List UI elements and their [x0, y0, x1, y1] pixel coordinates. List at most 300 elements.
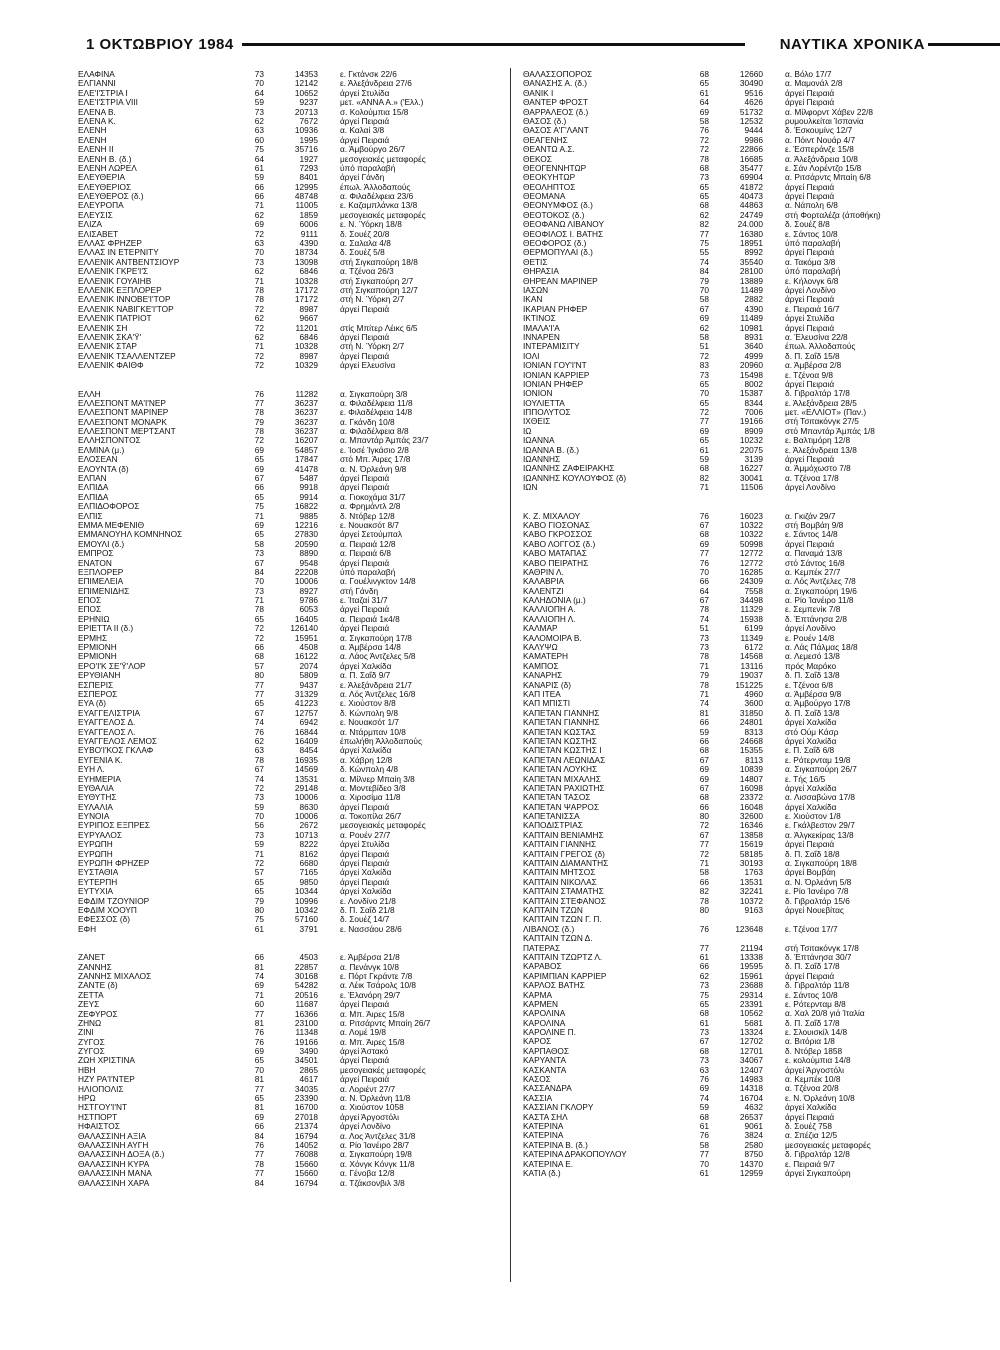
tonnage: 14353	[294, 69, 318, 79]
ship-row	[78, 89, 498, 98]
build-year: 78	[254, 1158, 264, 1169]
ship-status: άργεί Πειραιά	[340, 1074, 390, 1085]
ship-status: α. Κεμπέκ 10/8	[785, 1074, 841, 1085]
ship-row	[523, 793, 943, 802]
ship-status: ε. Άλεξάνδρεια 27/6	[340, 78, 412, 89]
ship-row	[78, 718, 498, 727]
ship-name: ΕΛΟΣΕΑΝ	[78, 455, 118, 465]
ship-name: ΕΛΛΕΝΙΚ ΤΣΑΛΛΕΝΤΖΕΡ	[78, 351, 176, 361]
tonnage: 9667	[299, 313, 318, 324]
build-year: 65	[254, 491, 264, 502]
ship-status: α. Φιλαδέλφεια 23/6	[340, 191, 414, 202]
ship-row	[523, 634, 943, 643]
ship-status: άργεί Χαλκίδα	[340, 867, 392, 878]
tonnage: 36237	[294, 407, 318, 418]
ship-row	[78, 699, 498, 708]
ship-status: ε. Ρότερνταμ 8/8	[785, 998, 846, 1009]
ship-name: ΕΜΜΑ ΜΕΦΕΝΙΘ	[78, 520, 145, 530]
build-year: 75	[699, 238, 709, 249]
ship-row	[78, 117, 498, 126]
ship-name: ΚΑΛΛΙΟΠΗ Λ.	[523, 614, 576, 624]
tonnage: 3490	[299, 1046, 318, 1057]
ship-name: ΕΛΛΕΣΠΟΝΤ ΜΑΡΙΝΕΡ	[78, 408, 169, 418]
ship-status: άργεί Στυλίδα	[340, 839, 390, 850]
build-year: 75	[254, 914, 264, 925]
header-rule-right	[928, 43, 1000, 46]
tonnage: 8909	[744, 425, 763, 436]
ship-row	[523, 859, 943, 868]
ship-name: ΗΦΑΙΣΤΟΣ	[78, 1122, 120, 1132]
ship-name: ΗΛΙΟΠΟΛΙΣ	[78, 1084, 124, 1094]
ship-row	[523, 295, 943, 304]
ship-row	[78, 399, 498, 408]
ship-name: ΙΝΤΕΡΑΜΙΣΙΤΥ	[523, 342, 580, 352]
build-year: 71	[254, 848, 264, 859]
build-year: 66	[699, 735, 709, 746]
ship-row	[523, 652, 943, 661]
ship-status: στή Τσιτακόνγκ 27/5	[785, 416, 859, 427]
tonnage: 6172	[744, 642, 763, 653]
ship-row	[78, 859, 498, 868]
build-year: 62	[254, 735, 264, 746]
tonnage: 10006	[294, 811, 318, 822]
ship-row	[78, 474, 498, 483]
build-year: 58	[699, 867, 709, 878]
ship-row	[78, 390, 498, 399]
ship-name: ΚΑΠ ΜΠΙΣΤΙ	[523, 699, 571, 709]
build-year: 74	[254, 970, 264, 981]
build-year: 77	[254, 1083, 264, 1094]
ship-row	[78, 1010, 498, 1019]
ship-name: ΚΑΠΤΑΙΝ ΣΤΑΜΑΤΗΣ	[523, 887, 604, 897]
ship-status: στή Βομβάη 9/8	[785, 519, 844, 530]
tonnage: 34067	[739, 1055, 763, 1066]
ship-row	[78, 972, 498, 981]
build-year: 68	[699, 69, 709, 79]
tonnage: 21194	[740, 942, 763, 953]
build-year: 71	[699, 858, 709, 869]
ship-status: μετ. «ΕΛΛΙΟΤ» (Παν.)	[785, 407, 867, 418]
ship-status: στή Σιγκαπούρη 2/7	[340, 275, 414, 286]
ship-name: ΕΡΗΝΙΩ	[78, 614, 110, 624]
tonnage: 57160	[294, 914, 318, 925]
build-year: 61	[699, 1167, 709, 1178]
build-year: 59	[254, 839, 264, 850]
ship-name: ΕΥΘΥΤΗΣ	[78, 793, 117, 803]
ship-status: α. Λός Άντζελες 16/8	[340, 689, 416, 699]
ship-name: ΘΕΟΤΟΚΟΣ (δ.)	[523, 210, 585, 220]
ship-row	[523, 690, 943, 699]
ship-name: ΕΦΔΙΜ ΤΖΟΥΝΙΟΡ	[78, 896, 150, 906]
ship-row	[78, 925, 498, 934]
tonnage: 20960	[739, 360, 763, 371]
ship-row	[523, 615, 943, 624]
build-year: 56	[254, 820, 264, 831]
ship-status: άργεί Πειραιά	[785, 378, 835, 389]
ship-row	[78, 361, 498, 370]
ship-row	[78, 662, 498, 671]
ship-row	[523, 925, 943, 934]
ship-status: ε. Τζένοα 9/8	[785, 369, 833, 380]
ship-row	[78, 793, 498, 802]
ship-name: ΚΑΠΕΤΑΝ ΛΟΥΚΗΣ	[523, 765, 598, 775]
tonnage: 18951	[739, 238, 763, 249]
tonnage: 19166	[294, 1036, 318, 1047]
build-year: 68	[699, 162, 709, 173]
ship-name: ΘΑΛΑΣΣΙΝΗ ΜΑΝΑ	[78, 1169, 152, 1179]
ship-status: α. Φιλαδέλφεια 8/8	[340, 426, 409, 437]
tonnage: 9914	[299, 491, 318, 502]
tonnage: 54857	[294, 444, 318, 455]
ship-row	[78, 1132, 498, 1141]
tonnage: 9786	[299, 595, 318, 606]
ship-row	[523, 906, 943, 915]
build-year: 71	[699, 660, 709, 671]
tonnage: 8222	[299, 839, 318, 850]
build-year: 61	[699, 951, 709, 962]
ship-status: α. Φιλαδέλφεια 11/8	[340, 397, 413, 408]
ship-status: α. Λός Άντζελες 7/8	[785, 576, 856, 587]
build-year: 62	[254, 115, 264, 126]
ship-row	[523, 671, 943, 680]
ship-row	[78, 502, 498, 511]
ship-row	[523, 530, 943, 539]
ship-status: μεσογειακές μεταφορές	[340, 209, 426, 220]
build-year: 66	[254, 181, 264, 192]
ship-row	[78, 201, 498, 210]
ship-name: ΚΑΠΟΔΙΣΤΡΙΑΣ	[523, 821, 583, 831]
ship-row	[523, 934, 943, 943]
ship-row	[523, 643, 943, 652]
ship-status: άργεί Πειραιά	[340, 350, 390, 361]
tonnage: 13531	[294, 773, 318, 784]
tonnage: 15660	[294, 1168, 318, 1179]
ship-row	[523, 775, 943, 784]
build-year: 73	[699, 632, 709, 643]
tonnage: 31850	[739, 707, 763, 718]
ship-status: δ. Έπτάνησα 2/8	[785, 613, 847, 624]
build-year: 62	[699, 322, 709, 333]
ship-row	[78, 239, 498, 248]
ship-name: ΗΖΥ ΡΑ'Ι'ΝΤΕΡ	[78, 1075, 135, 1085]
ship-name: ΚΑΛΟΜΟΙΡΑ Β.	[523, 633, 582, 643]
build-year: 69	[699, 764, 709, 775]
ship-row	[523, 1169, 943, 1178]
ship-status: άργεί Πειραιά	[785, 538, 835, 549]
ship-row	[78, 1169, 498, 1178]
ship-name: ΕΛΑΦΙΝΑ	[78, 70, 115, 79]
ship-name: ΚΑΒΟ ΓΚΡΟΣΣΟΣ	[523, 530, 593, 540]
ship-name: ΙΑΣΩΝ	[523, 285, 549, 295]
build-year: 84	[254, 566, 264, 577]
ship-name: ΕΛΕΝΑ Β.	[78, 107, 116, 117]
ship-row	[78, 512, 498, 521]
ship-status: δ. Π. Σαΐδ 13/8	[785, 670, 840, 681]
ship-row	[523, 314, 943, 323]
ship-status: α. Ρουέν 27/7	[340, 829, 391, 840]
ship-row	[523, 324, 943, 333]
ship-row	[78, 79, 498, 88]
ship-row	[523, 483, 943, 492]
ship-row	[523, 211, 943, 220]
tonnage: 2672	[299, 820, 318, 831]
ship-name: ΚΑΠΕΤΑΝ ΓΙΑΝΝΗΣ	[523, 718, 600, 728]
ship-row	[523, 267, 943, 276]
build-year: 61	[699, 1017, 709, 1028]
ship-status: δ. Π. Σαΐδ 21/8	[340, 904, 395, 915]
build-year: 67	[699, 782, 709, 793]
tonnage: 9444	[744, 125, 763, 136]
ship-row	[523, 1000, 943, 1009]
ship-name: ΘΑΝΙΚ Ι	[523, 88, 554, 98]
build-year: 66	[699, 876, 709, 887]
build-year: 51	[699, 341, 709, 352]
tonnage: 10652	[294, 87, 318, 98]
ship-row	[523, 389, 943, 398]
build-year: 57	[254, 867, 264, 878]
ship-row	[78, 248, 498, 257]
ship-status: ε. Έσπεράνζε 15/8	[785, 144, 854, 155]
ship-status: ε. Ρουέν 14/8	[785, 632, 835, 643]
build-year: 74	[699, 698, 709, 709]
ship-name: ΕΠΟΣ	[78, 605, 102, 615]
ship-name: ΕΛΛΕΝΙΚ ΠΑΤΡΙΟΤ	[78, 314, 152, 324]
tonnage: 11349	[740, 632, 763, 643]
build-year: 67	[699, 829, 709, 840]
ship-name: ΕΠΙΜΕΛΕΙΑ	[78, 577, 124, 587]
ship-row	[523, 173, 943, 182]
ship-row	[523, 455, 943, 464]
build-year: 74	[699, 1092, 709, 1103]
ship-name: ΚΑΣΣΙΑΝ ΓΚΛΟΡΥ	[523, 1103, 594, 1113]
tonnage: 17172	[294, 284, 318, 295]
ship-status: στή Γάνδη	[340, 585, 379, 596]
ship-row	[78, 521, 498, 530]
ship-name: ΚΑΛΑΒΡΙΑ	[523, 577, 565, 587]
build-year: 72	[254, 322, 264, 333]
tonnage: 28100	[739, 266, 763, 277]
ship-name: ΚΑΡΛΟΣ ΒΑΤΗΣ	[523, 981, 585, 991]
tonnage: 8113	[745, 754, 763, 765]
ship-name: ΘΕΟΦΑΝΩ ΛΙΒΑΝΟΥ	[523, 220, 605, 230]
build-year: 68	[699, 792, 709, 803]
ship-row	[78, 333, 498, 342]
ship-name: ΖΑΝΤΕ (δ)	[78, 981, 118, 991]
ship-name: ΕΛΕΝΗ	[78, 135, 107, 145]
ship-row	[78, 549, 498, 558]
tonnage: 12660	[739, 69, 763, 79]
ship-status: άργεί Χαλκίδα	[785, 801, 837, 812]
ship-name: ΙΩΑΝΝΗΣ ΚΟΥΛΟΥΦΟΣ (δ)	[523, 473, 627, 483]
build-year: 62	[699, 209, 709, 220]
ship-row	[523, 352, 943, 361]
ship-status: δ. Έσκουμίνς 12/7	[785, 125, 853, 136]
tonnage: 24749	[739, 209, 763, 220]
ship-status: δ. Γιβραλτάρ 15/6	[785, 895, 850, 906]
ship-status: άργεί Πειραιά	[785, 1111, 835, 1122]
build-year: 68	[699, 463, 709, 474]
build-year: 66	[254, 642, 264, 653]
tonnage: 23391	[739, 998, 763, 1009]
ship-row	[523, 540, 943, 549]
tonnage: 13858	[739, 829, 763, 840]
ship-status: α. Λομέ 19/8	[340, 1027, 387, 1038]
tonnage: 16405	[294, 613, 318, 624]
ship-name: ΚΑΠΤΑΙΝ ΜΗΤΣΟΣ	[523, 868, 596, 878]
ship-status: ύπό παραλαβή	[340, 566, 396, 577]
ship-name: ΕΛΕΝΗ	[78, 126, 107, 136]
ship-status: άργεί Πειραιά	[340, 1055, 390, 1066]
ship-row	[523, 709, 943, 718]
ship-row	[78, 465, 498, 474]
build-year: 66	[699, 576, 709, 587]
build-year: 58	[699, 331, 709, 342]
ship-name: ΚΑΡΟΛΙΝΑ	[523, 1018, 566, 1028]
tonnage: 26537	[739, 1111, 763, 1122]
build-year: 66	[254, 191, 264, 202]
tonnage: 13324	[739, 1027, 763, 1038]
tonnage: 12757	[294, 707, 318, 718]
tonnage: 10322	[739, 529, 763, 540]
column-divider	[510, 68, 511, 1282]
ship-row	[523, 371, 943, 380]
ship-name: ΘΕΑΓΕΝΗΣ	[523, 135, 568, 145]
ship-status: ε. Νασσάου 28/6	[340, 923, 402, 934]
ship-row	[78, 1150, 498, 1159]
ship-status: α. Ν. Όρλεάνη 9/8	[340, 463, 407, 474]
ship-row	[78, 342, 498, 351]
ship-status: άργεί Άργοστόλι	[340, 1111, 399, 1122]
tonnage: 10329	[294, 360, 318, 371]
ship-status: α. Γουέλινγκτον 14/8	[340, 576, 416, 587]
tonnage: 9111	[300, 228, 318, 239]
build-year: 73	[699, 1055, 709, 1066]
tonnage: 11005	[295, 200, 318, 211]
ship-name: ΚΑΣΟΣ	[523, 1075, 551, 1085]
tonnage: 3824	[744, 1130, 763, 1141]
ship-name: ΚΑΡΜΑ	[523, 990, 553, 1000]
build-year: 77	[254, 1008, 264, 1019]
ship-row	[523, 662, 943, 671]
tonnage: 9548	[299, 557, 318, 568]
ship-status: άργεί Πειραιά	[785, 454, 835, 465]
ship-row	[78, 1103, 498, 1112]
tonnage: 10981	[739, 322, 763, 333]
tonnage: 8750	[744, 1149, 763, 1160]
ship-row	[78, 314, 498, 323]
tonnage: 4390	[744, 303, 763, 314]
ship-name: ΖΑΝΝΗΣ ΜΙΧΑΛΟΣ	[78, 971, 152, 981]
ship-row	[523, 98, 943, 107]
tonnage: 13098	[294, 256, 318, 267]
ship-status: ε. Σάντος 10/8	[785, 228, 838, 239]
build-year: 74	[254, 773, 264, 784]
ship-name: ΕΥΣΤΑΘΙΑ	[78, 868, 119, 878]
tonnage: 9237	[299, 97, 318, 108]
tonnage: 11348	[295, 1027, 318, 1038]
ship-name: ΚΑΠΤΑΙΝ ΓΡΕΓΟΣ (δ)	[523, 849, 605, 859]
build-year: 73	[254, 829, 264, 840]
ship-name: ΕΡΥΘΙΑΝΗ	[78, 671, 121, 681]
build-year: 72	[254, 782, 264, 793]
ship-row	[78, 98, 498, 107]
tonnage: 30168	[294, 970, 318, 981]
ship-status: δ. Σουέζ 5/8	[340, 247, 385, 258]
tonnage: 5809	[299, 670, 318, 681]
ship-row	[523, 812, 943, 821]
build-year: 76	[254, 726, 264, 737]
tonnage: 19037	[739, 670, 763, 681]
ship-name: ΘΕΟΝΥΜΦΟΣ (δ.)	[523, 201, 593, 211]
ship-name: ΕΛΛΕΝΙΚ ΣΤΑΡ	[78, 342, 137, 352]
ship-status: α. Μοντεβίδεο 3/8	[340, 782, 406, 793]
ship-row	[523, 333, 943, 342]
tonnage: 16700	[294, 1102, 318, 1113]
build-year: 65	[699, 78, 709, 89]
ship-name: ΘΑΛΑΣΣΙΝΗ ΧΑΡΑ	[78, 1178, 150, 1188]
build-year: 62	[254, 209, 264, 220]
build-year: 74	[254, 717, 264, 728]
tonnage: 22857	[294, 961, 318, 972]
ship-row	[523, 1141, 943, 1150]
ship-row	[78, 1019, 498, 1028]
build-year: 79	[254, 895, 264, 906]
ship-name: ΚΑΡΜΕΝ	[523, 999, 559, 1009]
build-year: 59	[699, 1102, 709, 1113]
ship-status: α. Άμβέρσα 9/8	[785, 689, 842, 699]
build-year: 64	[254, 153, 264, 164]
build-year: 72	[699, 144, 709, 155]
tonnage: 36237	[294, 416, 318, 427]
ship-row	[78, 756, 498, 765]
tonnage: 12142	[294, 78, 318, 89]
build-year: 65	[254, 1093, 264, 1104]
ship-status: α. Μίλνερ Μπαίη 3/8	[340, 773, 415, 784]
ship-status: δ. Γιβραλτάρ 17/8	[785, 388, 850, 399]
tonnage: 16048	[739, 801, 763, 812]
ship-row	[523, 464, 943, 473]
ship-name: ΚΑΠΕΤΑΝ ΤΑΣΟΣ	[523, 793, 591, 803]
build-year: 69	[699, 313, 709, 324]
ship-row	[78, 963, 498, 972]
ship-name: ΕΛΕΥΣΙΣ	[78, 210, 113, 220]
ship-name: ΚΑΡΟΣ	[523, 1037, 552, 1047]
ship-row	[523, 1066, 943, 1075]
tonnage: 1763	[744, 867, 763, 878]
build-year: 62	[254, 313, 264, 324]
ship-status: έπωλήθη Άλλοδαπούς	[340, 735, 422, 746]
build-year: 59	[254, 172, 264, 183]
ship-name: ΖΗΝΩ	[78, 1018, 102, 1028]
build-year: 51	[699, 623, 709, 634]
build-year: 67	[254, 557, 264, 568]
build-year: 70	[699, 566, 709, 577]
ship-row	[78, 831, 498, 840]
ship-status: α. Βιτόρια 1/8	[785, 1036, 835, 1047]
ship-status: α. Λοριέντ 27/7	[340, 1083, 396, 1094]
ship-status: άργεί Πειραιά	[340, 482, 390, 493]
tonnage: 9163	[744, 904, 763, 915]
ship-status: δ. Σουέζ 8/8	[785, 219, 830, 230]
tonnage: 6846	[299, 266, 318, 277]
build-year: 69	[254, 1111, 264, 1122]
build-year: 77	[699, 942, 709, 953]
ship-status: α. Χιροσίμα 11/8	[340, 792, 401, 803]
ship-name: ΙΟΝΙΑΝ ΓΟΥ'Ι'ΝΤ	[523, 361, 587, 371]
build-year: 76	[699, 923, 709, 934]
ship-status: α. Πενάνγκ 10/8	[340, 961, 399, 972]
ship-row	[78, 1113, 498, 1122]
